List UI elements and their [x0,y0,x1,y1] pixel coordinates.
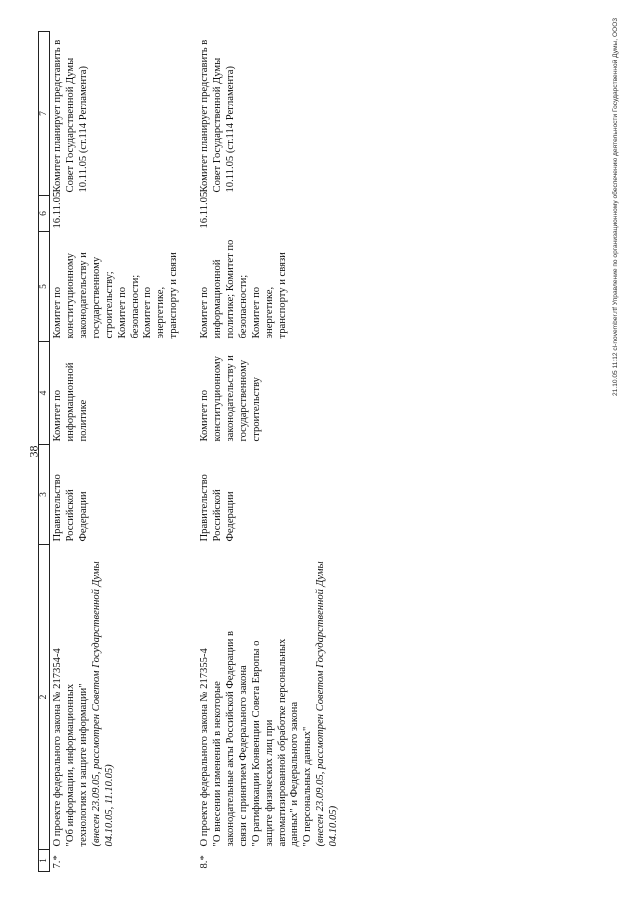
lead-committee: Комитет по информационной политике [52,362,89,442]
column-number: 6 [39,196,50,232]
bill-title-line: защите физических лиц при [263,719,275,847]
bill-title-line: "Об информации, информационных [64,683,76,847]
review-date: 16.11.05 [52,191,63,229]
bill-title-line: связи с принятием Федерального закона [237,665,249,847]
row-number: 7.* [52,855,63,869]
bill-title-line: автоматизированной обработке персональных [276,638,288,847]
bill-title-line: О проекте федерального закона № 217355-4 [199,648,210,847]
column-number: 1 [39,850,50,872]
document-footer: 21.10.05 11:12 cl-november.rtf Управление по организационному обеспечению деятельности Государственной Думы, ООО3 [612,18,619,396]
co-executor-committees: Комитет по информационной политике; Комитет по безопасности; Комитет по энергетике, транспорту и связи [199,239,288,339]
bill-status-note: (внесен 23.09.05, рассмотрен Советом Государственной Думы 04.10.05, 11.10.05) [90,561,115,847]
initiator: Правительство Российской Федерации [199,474,236,542]
bill-title-line: данных" и Федерального закона [289,701,301,847]
review-date: 16.11.05 [199,191,210,229]
co-executor-committees: Комитет по конституционному законодательству и государственному строительству; Комитет по безопасности; Комитет по энергетике, транспорту и связи [52,252,180,339]
column-number: 7 [39,32,50,196]
bill-description [197,545,429,850]
initiator: Правительство Российской Федерации [52,474,89,542]
rotated-table-area [38,32,593,872]
table-row [197,32,429,872]
bill-status-note: (внесен 23.09.05, рассмотрен Советом Государственной Думы 04.10.05) [315,561,340,847]
bill-title-line: "О ратификации Конвенции Совета Европы о [250,640,262,847]
column-number: 3 [39,445,50,545]
bill-title-line: О проекте федерального закона № 217354-4 [52,648,63,847]
column-number-row [39,32,50,872]
bill-title-line: "О персональных данных" [302,726,314,847]
column-number: 5 [39,232,50,342]
lead-committee: Комитет по конституционному законодательству и государственному строительству [199,355,262,442]
column-number: 2 [39,545,50,850]
bill-description [50,545,198,850]
page-number: 38 [26,445,41,458]
agenda-table [38,31,429,872]
committee-note: Комитет планирует представить в Совет Государственной Думы 10.11.05 (ст.114 Регламента) [52,39,89,193]
bill-title-line: "О внесении изменений в некоторые [211,681,223,847]
table-row [50,32,198,872]
row-number: 8.* [199,855,210,869]
bill-title-line: технологиях и защите информации" [77,683,89,847]
column-number: 4 [39,342,50,445]
bill-title-line: законодательные акты Российской Федерации в [224,631,236,847]
committee-note: Комитет планирует представить в Совет Государственной Думы 10.11.05 (ст.114 Регламента) [199,39,236,193]
